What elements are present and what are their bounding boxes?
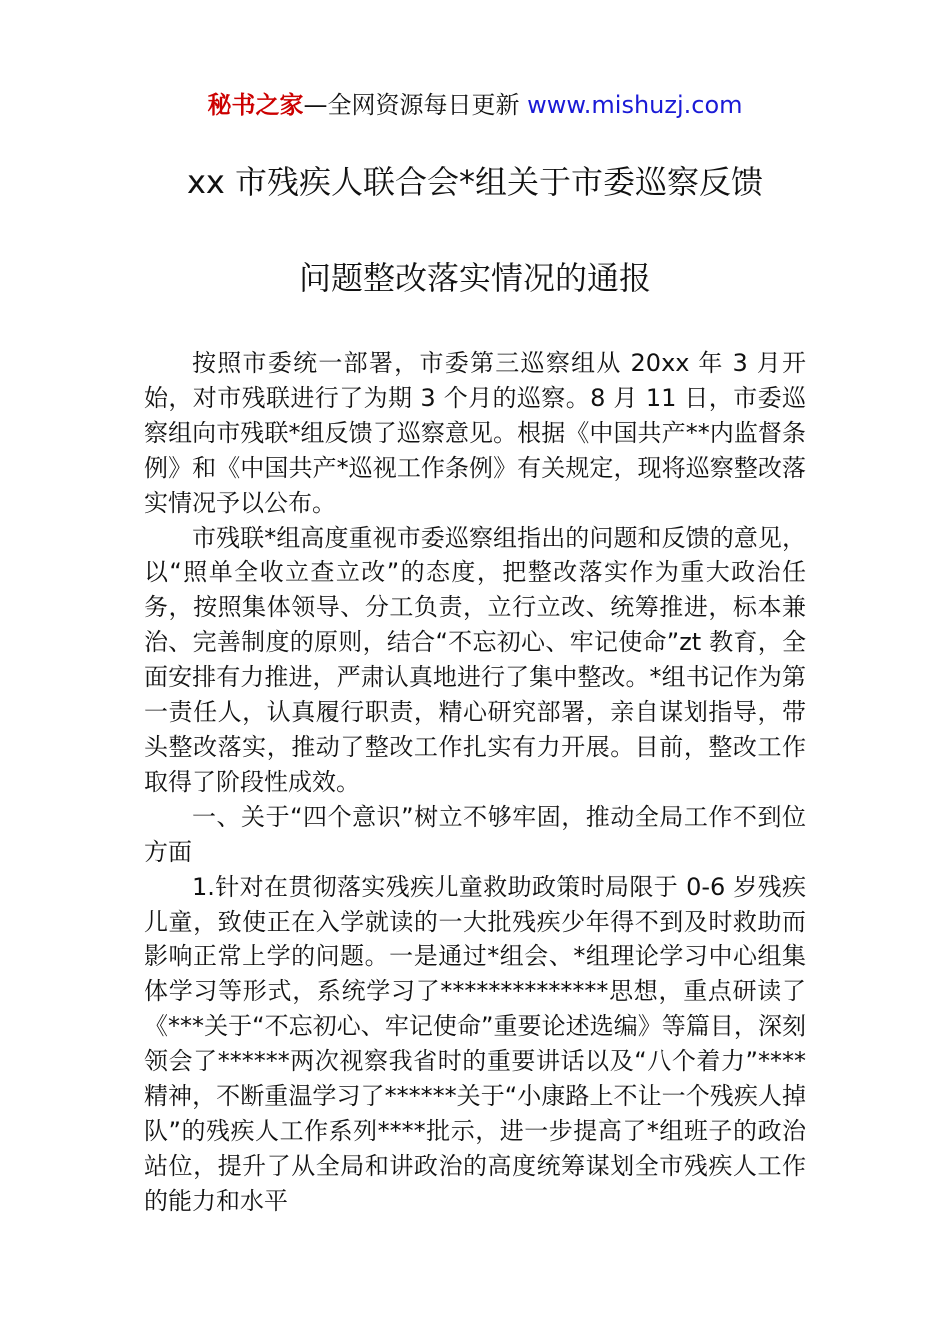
- site-header: [0, 88, 950, 122]
- site-brand: 秘书之家: [207, 91, 304, 119]
- body-paragraph-intro: 按照市委统一部署，市委第三巡察组从 20xx 年 3 月开始，对市残联进行了为期 3 个月的巡察。8 月 11 日，市委巡察组向市残联*组反馈了巡察意见。根据《中国共产**内监督条例》和《中国共产*巡视工作条例》有关规定，现将巡察整改落实情况予以公布。: [144, 349, 806, 517]
- section-heading-1: 一、关于“四个意识”树立不够牢固，推动全局工作不到位方面: [144, 802, 806, 866]
- body-paragraph-overview: 市残联*组高度重视市委巡察组指出的问题和反馈的意见，以“照单全收立查立改”的态度，把整改落实作为重大政治任务，按照集体领导、分工负责，立行立改、统筹推进，标本兼治、完善制度的原则，结合“不忘初心、牢记使命”zt 教育，全面安排有力推进，严肃认真地进行了集中整改。*组书记作为第一责任人，认真履行职责，精心研究部署，亲自谋划指导，带头整改落实，推动了整改工作扎实有力开展。目前，整改工作取得了阶段性成效。: [144, 523, 806, 796]
- body-paragraph-item-1: 1.针对在贯彻落实残疾儿童救助政策时局限于 0-6 岁残疾儿童，致使正在入学就读的一大批残疾少年得不到及时救助而影响正常上学的问题。一是通过*组会、*组理论学习中心组集体学习等形式，系统学习了**************思想，重点研读了《***关于“不忘初心、牢记使命”重要论述选编》等篇目，深刻领会了******两次视察我省时的重要讲话以及“八个着力”****精神，不断重温学习了******关于“小康路上不让一个残疾人掉队”的残疾人工作系列****批示，进一步提高了*组班子的政治站位，提升了从全局和讲政治的高度统筹谋划全市残疾人工作的能力和水平: [144, 872, 806, 1215]
- site-url-link[interactable]: www.mishuzj.com: [527, 91, 743, 119]
- document-body: [144, 346, 806, 1219]
- site-tagline: —全网资源每日更新: [303, 91, 528, 119]
- document-title-line-1: xx 市残疾人联合会*组关于市委巡察反馈: [186, 163, 764, 201]
- document-title-line-2: 问题整改落实情况的通报: [298, 259, 651, 297]
